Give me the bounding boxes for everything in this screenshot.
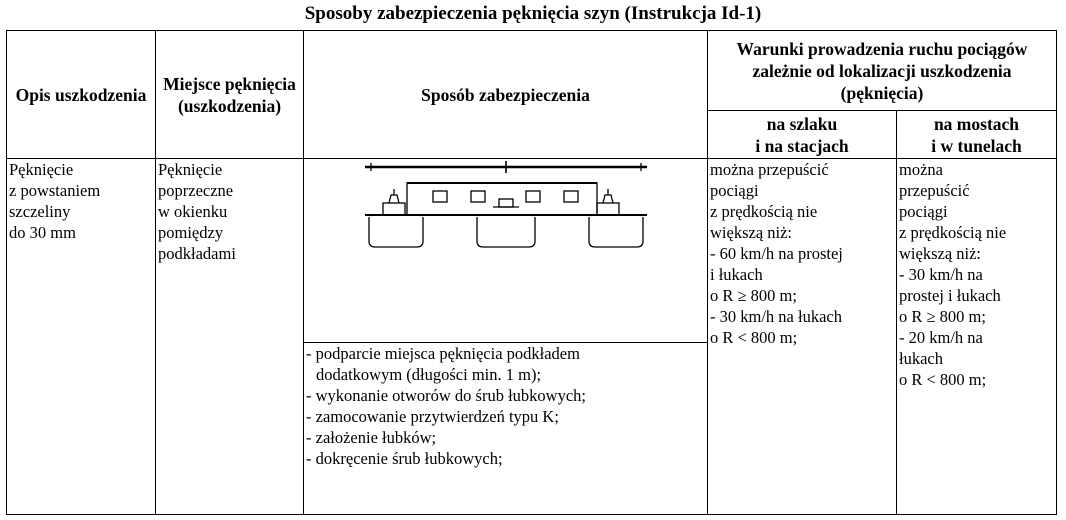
header-opis-uszkodzenia [7, 31, 156, 159]
header-na-szlaku-line2: i na stacjach [755, 135, 849, 156]
header-sposob-zabezpieczenia [304, 31, 708, 159]
header-na-mostach-line1: na mostach [933, 113, 1020, 134]
cell-na-mostach [897, 159, 1057, 515]
miejsce-line: pomiędzy [158, 223, 224, 242]
header-warunki-ruchu [708, 31, 1057, 111]
szlak-line: można przepuścić [710, 160, 829, 179]
mosty-line: o R ≥ 800 m; [899, 307, 986, 326]
cell-miejsce [156, 159, 304, 515]
miejsce-line: poprzeczne [158, 181, 234, 200]
rail-joint-with-fishplate-on-sleepers-icon [361, 159, 651, 269]
header-miejsce-pekniecia [156, 31, 304, 159]
step-line: - dokręcenie śrub łubkowych; [306, 449, 503, 468]
mosty-line: łukach [899, 349, 943, 368]
opis-line: Pęknięcie [9, 160, 74, 179]
szlak-line: większą niż: [710, 223, 793, 242]
mosty-line: prostej i łukach [899, 286, 1001, 305]
szlak-line: o R ≥ 800 m; [710, 286, 797, 305]
mosty-line: - 20 km/h na [899, 328, 983, 347]
szlak-line: i łukach [710, 265, 763, 284]
cell-drawing [304, 159, 708, 343]
szlak-line: pociągi [710, 181, 759, 200]
szlak-line: z prędkością nie [710, 202, 818, 221]
step-line: - wykonanie otworów do śrub łubkowych; [306, 386, 587, 405]
szlak-line: o R < 800 m; [710, 328, 798, 347]
step-line: - zamocowanie przytwierdzeń typu K; [306, 407, 559, 426]
header-na-mostach-line2: i w tunelach [931, 135, 1022, 156]
header-na-szlaku [708, 111, 897, 159]
mosty-line: pociągi [899, 202, 948, 221]
mosty-line: większą niż: [899, 244, 982, 263]
mosty-line: - 30 km/h na [899, 265, 983, 284]
header-opis-text: Opis uszkodzenia [15, 84, 147, 105]
step-line: - założenie łubków; [306, 428, 437, 447]
miejsce-line: Pęknięcie [158, 160, 223, 179]
header-na-szlaku-line1: na szlaku [766, 113, 838, 134]
mosty-line: przepuścić [899, 181, 970, 200]
header-sposob-text: Sposób zabezpieczenia [421, 84, 590, 105]
header-na-mostach [897, 111, 1057, 159]
opis-line: szczeliny [9, 202, 71, 221]
mosty-line: można [899, 160, 943, 179]
table-title: Sposoby zabezpieczenia pęknięcia szyn (Instrukcja Id-1) [304, 3, 762, 24]
mosty-line: z prędkością nie [899, 223, 1007, 242]
protection-methods-table [6, 30, 1057, 515]
miejsce-line: podkładami [158, 244, 236, 263]
mosty-line: o R < 800 m; [899, 370, 987, 389]
step-line: dodatkowym (długości min. 1 m); [316, 365, 542, 384]
szlak-line: - 30 km/h na łukach [710, 307, 842, 326]
szlak-line: - 60 km/h na prostej [710, 244, 843, 263]
miejsce-line: w okienku [158, 202, 228, 221]
cell-steps [304, 343, 708, 515]
header-warunki-text: Warunki prowadzenia ruchu pociągów zależnie od lokalizacji uszkodzenia (pęknięcia) [736, 38, 1028, 103]
header-miejsce-text: Miejsce pęknięcia (uszkodzenia) [163, 73, 296, 116]
cell-na-szlaku [708, 159, 897, 515]
opis-line: z powstaniem [9, 181, 101, 200]
opis-line: do 30 mm [9, 223, 76, 242]
step-line: - podparcie miejsca pęknięcia podkładem [306, 344, 580, 363]
cell-opis [7, 159, 156, 515]
